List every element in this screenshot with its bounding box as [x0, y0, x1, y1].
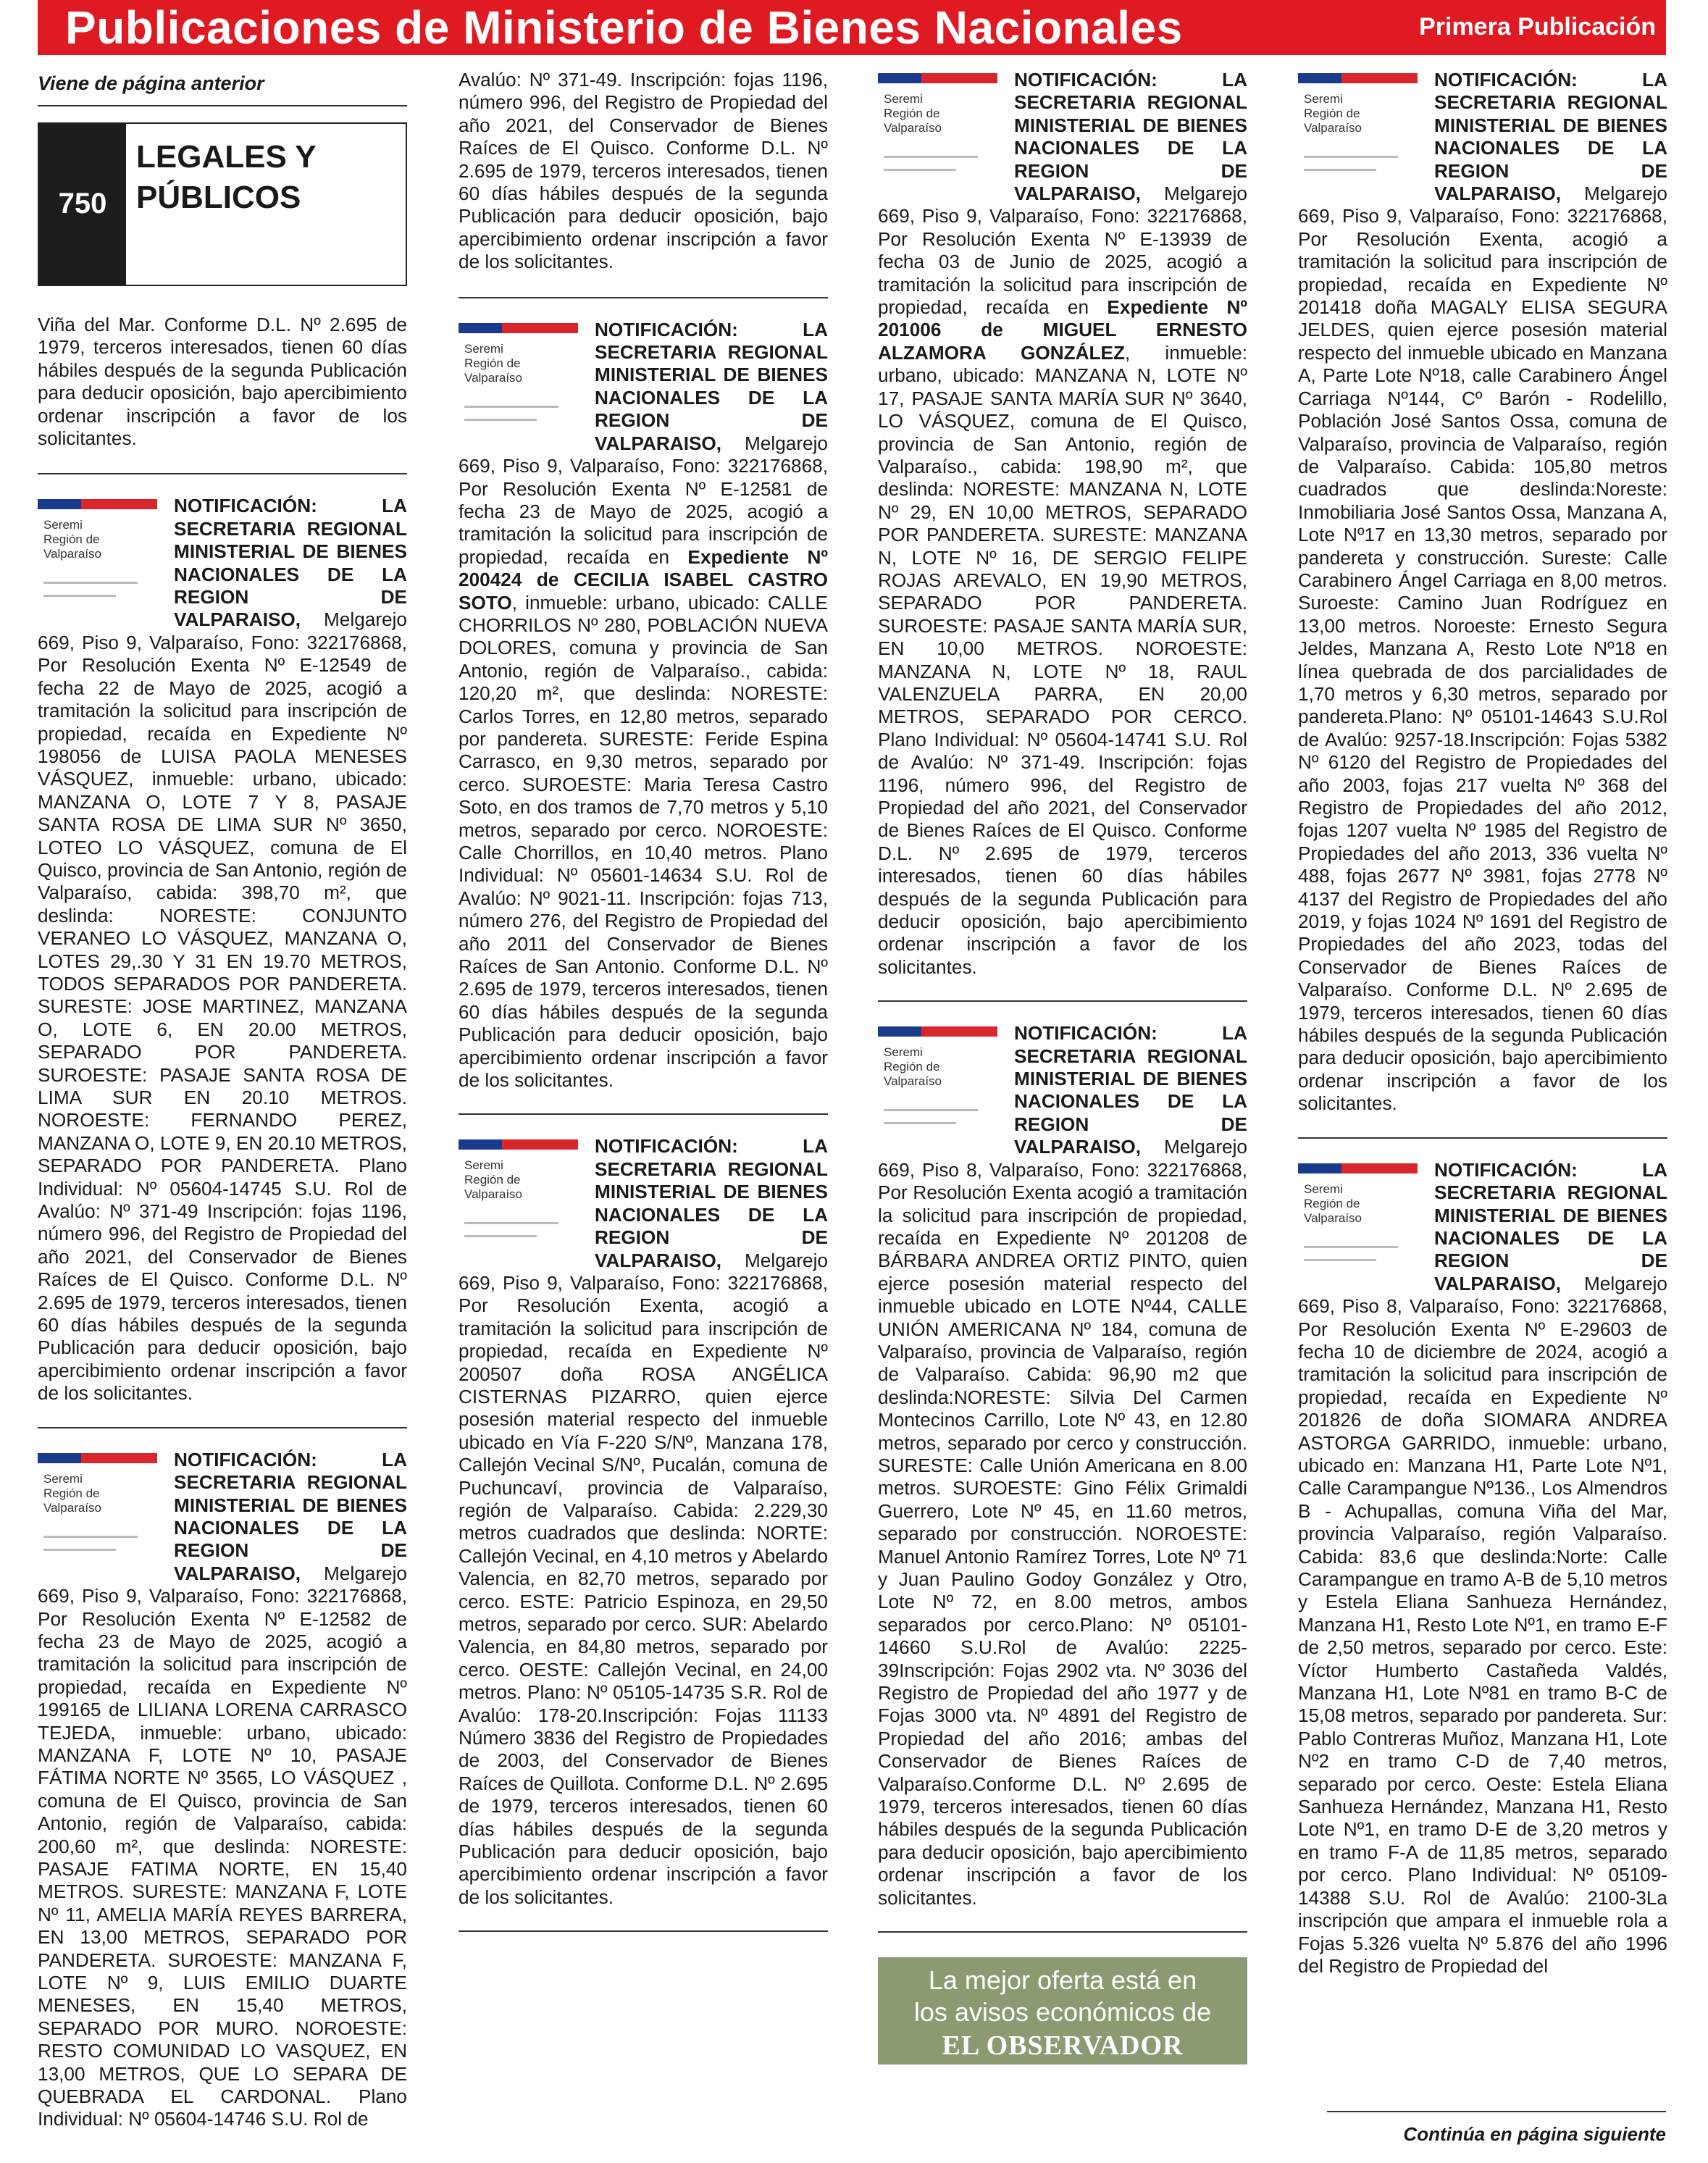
seremi-logo: [38, 495, 161, 622]
flag-icon: [878, 73, 997, 83]
notice-heading: NOTIFICACIÓN: LA SECRETARIA REGIONAL MINISTERIAL DE BIENES NACIONALES DE LA REGION DE VALPARAISO,: [595, 318, 828, 454]
continued-from-label: Viene de página anterior: [38, 69, 407, 106]
section-title-line1: LEGALES Y: [136, 139, 317, 175]
logo-text: Seremi Región de Valparaíso: [1304, 1181, 1362, 1225]
flag-icon: [38, 1453, 157, 1463]
flag-icon: [1298, 1163, 1418, 1173]
expediente-bold: Expediente Nº 201006 de MIGUEL ERNESTO ALZAMORA GONZÁLEZ: [878, 296, 1247, 364]
notice-c4-1: [1298, 69, 1667, 1139]
seremi-logo: [878, 69, 1001, 196]
notice-heading: NOTIFICACIÓN: LA SECRETARIA REGIONAL MINISTERIAL DE BIENES NACIONALES DE LA REGION DE VALPARAISO,: [1434, 1158, 1667, 1294]
section-number: 750: [39, 124, 126, 285]
seremi-logo: [38, 1449, 161, 1576]
notice-c3-1: [878, 69, 1247, 1002]
notice-text: Melgarejo 669, Piso 9, Valparaíso, Fono: 322176868, Por Resolución Exenta, acogió a tramitación la solicitud para inscripción de propiedad, recaída en Expediente Nº 200507 doña ROSA ANGÉLICA CISTERNAS PIZARRO, quien ejerce posesión material respecto del inmueble ubicado en Vía F-220 S/Nº, Manzana 178, Callejón Vecinal S/Nº, Pucalán, comuna de Puchuncaví, provincia de Valparaíso, región de Valparaíso. Cabida: 2.229,30 metros cuadrados que deslinda: NORTE: Callejón Vecinal, en 4,10 metros y Abelardo Valencia, en 82,70 metros, separado por cerco. ESTE: Patricio Espinoza, en 29,50 metros, separado por cerco. SUR: Abelardo Valencia, en 84,80 metros, separado por cerco. OESTE: Callejón Vecinal, en 24,00 metros. Plano: Nº 05105-14735 S.R. Rol de Avalúo: 178-20.Inscripción: Fojas 11133 Número 3836 del Registro de Propiedades de 2003, del Conservador de Bienes Raíces de Quillota. Conforme D.L. Nº 2.695 de 1979, terceros interesados, tienen 60 días hábiles después de la segunda Publicación para deducir oposición, bajo apercibimiento ordenar inscripción a favor de los solicitantes.: [459, 1249, 828, 1908]
edition-label: Primera Publicación: [1419, 13, 1656, 41]
notice-heading: NOTIFICACIÓN: LA SECRETARIA REGIONAL MINISTERIAL DE BIENES NACIONALES DE LA REGION DE VALPARAISO,: [1014, 69, 1247, 205]
logo-text: Seremi Región de Valparaíso: [884, 92, 942, 135]
notice-heading: NOTIFICACIÓN: LA SECRETARIA REGIONAL MINISTERIAL DE BIENES NACIONALES DE LA REGION DE VALPARAISO,: [174, 495, 407, 631]
notice-heading: NOTIFICACIÓN: LA SECRETARIA REGIONAL MINISTERIAL DE BIENES NACIONALES DE LA REGION DE VALPARAISO,: [595, 1135, 828, 1271]
column-3: [878, 69, 1247, 2064]
continued-notice: [38, 286, 407, 474]
logo-text: Seremi Región de Valparaíso: [43, 1471, 102, 1515]
notice-heading: NOTIFICACIÓN: LA SECRETARIA REGIONAL MINISTERIAL DE BIENES NACIONALES DE LA REGION DE VALPARAISO,: [1434, 69, 1667, 205]
notice-text: Melgarejo 669, Piso 9, Valparaíso, Fono: 322176868, Por Resolución Exenta Nº E-13939 de fecha 03 de Junio de 2025, acogió a tramitación la solicitud para inscripción de propiedad, recaída en: [878, 183, 1247, 319]
column-2: [459, 69, 828, 1932]
seremi-logo: [1298, 69, 1421, 196]
logo-text: Seremi Región de Valparaíso: [464, 1158, 523, 1202]
promo-line-1: La mejor oferta está en: [928, 1965, 1197, 1996]
section-title-line2: PÚBLICOS: [136, 180, 301, 215]
notice-text: Avalúo: Nº 371-49. Inscripción: fojas 1196, número 996, del Registro de Propiedad del año 2021, del Conservador de Bienes Raíces de El Quisco. Conforme D.L. Nº 2.695 de 1979, terceros interesados, tienen 60 días hábiles después de la segunda Publicación para deducir oposición, bajo apercibimiento ordenar inscripción a favor de los solicitantes.: [459, 69, 828, 273]
logo-text: Seremi Región de Valparaíso: [43, 518, 102, 561]
notice-text: Melgarejo 669, Piso 9, Valparaíso, Fono: 322176868, Por Resolución Exenta Nº E-12549 de fecha 22 de Mayo de 2025, acogió a tramitación la solicitud para inscripción de propiedad, recaída en Expediente Nº 198056 de LUISA PAOLA MENESES VÁSQUEZ, inmueble: urbano, ubicado: MANZANA O, LOTE 7 Y 8, PASAJE SANTA ROSA DE LIMA SUR Nº 3650, LOTEO LO VÁSQUEZ, comuna de El Quisco, provincia de San Antonio, región de Valparaíso, cabida: 398,70 m², que deslinda: NORESTE: CONJUNTO VERANEO LO VÁSQUEZ, MANZANA O, LOTES 29,.30 Y 31 EN 19.70 METROS, TODOS SEPARADOS POR PANDERETA. SURESTE: JOSE MARTINEZ, MANZANA O, LOTE 6, EN 20.00 METROS, SEPARADO POR PANDERETA. SUROESTE: PASAJE SANTA ROSA DE LIMA SUR EN 20.10 METROS. NOROESTE: FERNANDO PEREZ, MANZANA O, LOTE 9, EN 20.10 METROS, SEPARADO POR PANDERETA. Plano Individual: Nº 05604-14745 S.U. Rol de Avalúo: Nº 371-49 Inscripción: fojas 1196, número 996, del Registro de Propiedad del año 2021, del Conservador de Bienes Raíces de El Quisco. Conforme D.L. Nº 2.695 de 1979, terceros interesados, tienen 60 días hábiles después de la segunda Publicación para deducir oposición, bajo apercibimiento ordenar inscripción a favor de los solicitantes.: [38, 608, 407, 1405]
logo-text: Seremi Región de Valparaíso: [464, 341, 523, 385]
flag-icon: [878, 1026, 997, 1037]
banner-title: Publicaciones de Ministerio de Bienes Nacionales: [65, 1, 1183, 54]
section-title: [126, 124, 317, 285]
expediente-bold: Expediente Nº 200424 de CECILIA ISABEL CASTRO SOTO: [459, 545, 828, 614]
notice-c1-2: [38, 1428, 407, 2153]
notice-c3-2: [878, 1002, 1247, 1933]
seremi-logo: [459, 319, 582, 445]
notice-heading: NOTIFICACIÓN: LA SECRETARIA REGIONAL MINISTERIAL DE BIENES NACIONALES DE LA REGION DE VALPARAISO,: [174, 1448, 407, 1584]
notice-text: , inmueble: urbano, ubicado: MANZANA N, LOTE Nº 17, PASAJE SANTA MARÍA SUR Nº 3640, LO VÁSQUEZ, comuna de El Quisco, provincia de San Antonio, región de Valparaíso., cabida: 198,90 m², que deslinda: NORESTE: MANZANA N, LOTE Nº 29, EN 10,00 METROS, SEPARADO POR PANDERETA. SURESTE: MANZANA N, LOTE Nº 16, DE SERGIO FELIPE ROJAS AREVALO, EN 19,90 METROS, SEPARADO POR PANDERETA. SUROESTE: PASAJE SANTA MARÍA SUR, EN 10,00 METROS. NOROESTE: MANZANA N, LOTE Nº 18, RAUL VALENZUELA PARRA, EN 20,00 METROS, SEPARADO POR CERCO. Plano Individual: Nº 05604-14741 S.U. Rol de Avalúo: Nº 371-49. Inscripción: fojas 1196, número 996, del Registro de Propiedad del año 2021, del Conservador de Bienes Raíces de El Quisco. Conforme D.L. Nº 2.695 de 1979, terceros interesados, tienen 60 días hábiles después de la segunda Publicación para deducir oposición, bajo apercibimiento ordenar inscripción a favor de los solicitantes.: [878, 341, 1247, 978]
notice-heading: NOTIFICACIÓN: LA SECRETARIA REGIONAL MINISTERIAL DE BIENES NACIONALES DE LA REGION DE VALPARAISO,: [1014, 1022, 1247, 1158]
flag-icon: [1298, 73, 1418, 83]
page-banner: [38, 0, 1666, 55]
notice-text: Melgarejo 669, Piso 9, Valparaíso, Fono: 322176868, Por Resolución Exenta Nº E-12582 de fecha 23 de Mayo de 2025, acogió a tramitación la solicitud para inscripción de propiedad, recaída en Expediente Nº 199165 de LILIANA LORENA CARRASCO TEJEDA, inmueble: urbano, ubicado: MANZANA F, LOTE Nº 10, PASAJE FÁTIMA NORTE Nº 3565, LO VÁSQUEZ , comuna de El Quisco, provincia de San Antonio, región de Valparaíso, cabida: 200,60 m², que deslinda: NORESTE: PASAJE FATIMA NORTE, EN 15,40 METROS. SURESTE: MANZANA F, LOTE Nº 11, AMELIA MARÍA REYES BARRERA, EN 13,00 METROS, SEPARADO POR PANDERETA. SUROESTE: MANZANA F, LOTE Nº 9, LUIS EMILIO DUARTE MENESES, EN 15,40 METROS, SEPARADO POR MURO. NOROESTE: RESTO COMUNIDAD LO VASQUEZ, EN 13,00 METROS, QUE LO SEPARA DE QUEBRADA EL CARDONAL. Plano Individual: Nº 05604-14746 S.U. Rol de: [38, 1562, 407, 2130]
section-box: [38, 122, 407, 286]
continued-next-label: Continúa en página siguiente: [1327, 2111, 1666, 2149]
notice-text: , inmueble: urbano, ubicado: CALLE CHORRILOS Nº 280, POBLACIÓN NUEVA DOLORES, comuna y provincia de San Antonio, región de Valparaíso., cabida: 120,20 m², que deslinda: NORESTE: Carlos Torres, en 12,80 metros, separado por pandereta. SURESTE: Feride Espina Carrasco, en 9,30 metros, separado por cerco. SUROESTE: Maria Teresa Castro Soto, en dos tramos de 7,70 metros y 5,10 metros, separado por cerco. NOROESTE: Calle Chorrillos, en 10,40 metros. Plano Individual: Nº 05601-14634 S.U. Rol de Avalúo: Nº 9021-11. Inscripción: fojas 713, número 276, del Registro de Propiedad del año 2011 del Conservador de Bienes Raíces de San Antonio. Conforme D.L. Nº 2.695 de 1979, terceros interesados, tienen 60 días hábiles después de la segunda Publicación para deducir oposición, bajo apercibimiento ordenar inscripción a favor de los solicitantes.: [459, 591, 828, 1092]
notice-text: Melgarejo 669, Piso 9, Valparaíso, Fono: 322176868, Por Resolución Exenta Nº E-12581 de fecha 23 de Mayo de 2025, acogió a tramitación la solicitud para inscripción de propiedad, recaída en: [459, 432, 828, 568]
notice-c1-1: [38, 474, 407, 1428]
notice-text: Melgarejo 669, Piso 8, Valparaíso, Fono: 322176868, Por Resolución Exenta Nº E-29603 de fecha 10 de diciembre de 2024, acogió a tramitación la solicitud para inscripción de propiedad, recaída en Expediente Nº 201826 de doña SIOMARA ANDREA ASTORGA GARRIDO, inmueble: urbano, ubicado en: Manzana H1, Parte Lote Nº1, Calle Carampangue Nº136., Los Almendros B - Achupallas, comuna Viña del Mar, provincia Valparaíso, región Valparaíso. Cabida: 83,6 que deslinda:Norte: Calle Carampangue en tramo A-B de 5,10 metros y Estela Eliana Sanhueza Hernández, Manzana H1, Resto Lote Nº1, en tramo E-F de 2,50 metros, separado por cerco. Este: Víctor Humberto Castañeda Valdés, Manzana H1, Lote Nº81 en tramo B-C de 15,08 metros, separado por pandereta. Sur: Pablo Contreras Muñoz, Manzana H1, Lote Nº2 en tramo C-D de 7,40 metros, separado por cerco. Oeste: Estela Eliana Sanhueza Hernández, Manzana H1, Resto Lote Nº1, en tramo D-E de 3,20 metros y en tramo F-A de 11,85 metros, separado por cerco. Plano Individual: Nº 05109-14388 S.U. Rol de Avalúo: 2100-3La inscripción que ampara el inmueble rola a Fojas 5.326 vuelta Nº 5.876 del año 1996 del Registro de Propiedad del: [1298, 1272, 1667, 1977]
notice-text: Melgarejo 669, Piso 9, Valparaíso, Fono: 322176868, Por Resolución Exenta, acogió a tramitación la solicitud para inscripción de propiedad, recaída en Expediente Nº 201418 doña MAGALY ELISA SEGURA JELDES, quien ejerce posesión material respecto del inmueble ubicado en Manzana A, Parte Lote Nº18, calle Carabinero Ángel Carriaga Nº144, Cº Barón - Rodelillo, Población José Santos Ossa, comuna de Valparaíso, provincia de Valparaíso, región de Valparaíso. Cabida: 105,80 metros cuadrados que deslinda:Noreste: Inmobiliaria José Santos Ossa, Manzana A, Lote Nº17 en 13,30 metros, separado por pandereta y construcción. Sureste: Calle Carabinero Ángel Carriaga en 8,00 metros. Suroeste: Camino Juan Rodríguez en 13,00 metros. Noroeste: Ernesto Segura Jeldes, Manzana A, Resto Lote Nº18 en línea quebrada de dos parcialidades de 1,70 metros y 6,30 metros, separado por pandereta.Plano: Nº 05101-14643 S.U.Rol de Avalúo: 9257-18.Inscripción: Fojas 5382 Nº 6120 del Registro de Propiedades del año 2003, fojas 217 vuelta Nº 368 del Registro de Propiedades del año 2012, fojas 1207 vuelta Nº 1985 del Registro de Propiedades del año 2013, 336 vuelta Nº 488, fojas 2677 Nº 3981, fojas 2778 Nº 4137 del Registro de Propiedades del año 2019, y fojas 1024 Nº 1691 del Registro de Propiedades del año 2023, todas del Conservador de Bienes Raíces de Valparaíso. Conforme D.L. Nº 2.695 de 1979, terceros interesados, tienen 60 días hábiles después de la segunda Publicación para deducir oposición, bajo apercibimiento ordenar inscripción a favor de los solicitantes.: [1298, 183, 1667, 1115]
seremi-logo: [459, 1135, 582, 1262]
notice-c4-2: [1298, 1139, 1667, 2000]
column-4: [1298, 69, 1667, 1999]
seremi-logo: [1298, 1159, 1421, 1286]
column-1: [38, 69, 407, 2153]
notice-c2-2: [459, 1115, 828, 1932]
notice-text: Viña del Mar. Conforme D.L. Nº 2.695 de 1979, terceros interesados, tienen 60 días hábiles después de la segunda Publicación para deducir oposición, bajo apercibimiento ordenar inscripción a favor de los solicitantes.: [38, 314, 407, 450]
classifieds-promo: [878, 1957, 1247, 2064]
flag-icon: [38, 499, 157, 509]
notice-text: Melgarejo 669, Piso 8, Valparaíso, Fono: 322176868, Por Resolución Exenta acogió a tramitación la solicitud para inscripción de propiedad, recaída en Expediente Nº 201208 de BÁRBARA ANDREA ORTIZ PINTO, quien ejerce posesión material respecto del inmueble ubicado en LOTE Nº44, CALLE UNIÓN AMERICANA Nº 184, comuna de Valparaíso, provincia de Valparaíso, región de Valparaíso. Cabida: 96,90 m2 que deslinda:NORESTE: Silvia Del Carmen Montecinos Carrillo, Lote Nº 43, en 12.80 metros, separado por cerco y construcción. SURESTE: Calle Unión Americana en 8.00 metros. SUROESTE: Gino Félix Grimaldi Guerrero, Lote Nº 45, en 11.60 metros, separado por construcción. NOROESTE: Manuel Antonio Ramírez Torres, Lote Nº 71 y Juan Paulino Godoy González y Otro, Lote Nº 72, en 8.00 metros, ambos separados por cerco.Plano: Nº 05101-14660 S.U.Rol de Avalúo: 2225-39Inscripción: Fojas 2902 vta. Nº 3036 del Registro de Propiedad del año 1977 y de Fojas 3000 vta. Nº 4891 del Registro de Propiedad del año 2016; ambas del Conservador de Bienes Raíces de Valparaíso.Conforme D.L. Nº 2.695 de 1979, terceros interesados, tienen 60 días hábiles después de la segunda Publicación para deducir oposición, bajo apercibimiento ordenar inscripción a favor de los solicitantes.: [878, 1136, 1247, 1909]
notice-c2-1: [459, 298, 828, 1116]
promo-line-2: los avisos económicos de: [913, 1997, 1212, 2028]
seremi-logo: [878, 1022, 1001, 1149]
logo-text: Seremi Región de Valparaíso: [884, 1045, 942, 1089]
flag-icon: [459, 323, 578, 333]
continued-notice: [459, 69, 828, 298]
flag-icon: [459, 1139, 578, 1150]
logo-text: Seremi Región de Valparaíso: [1304, 92, 1362, 135]
promo-brand: EL OBSERVADOR: [942, 2030, 1184, 2062]
